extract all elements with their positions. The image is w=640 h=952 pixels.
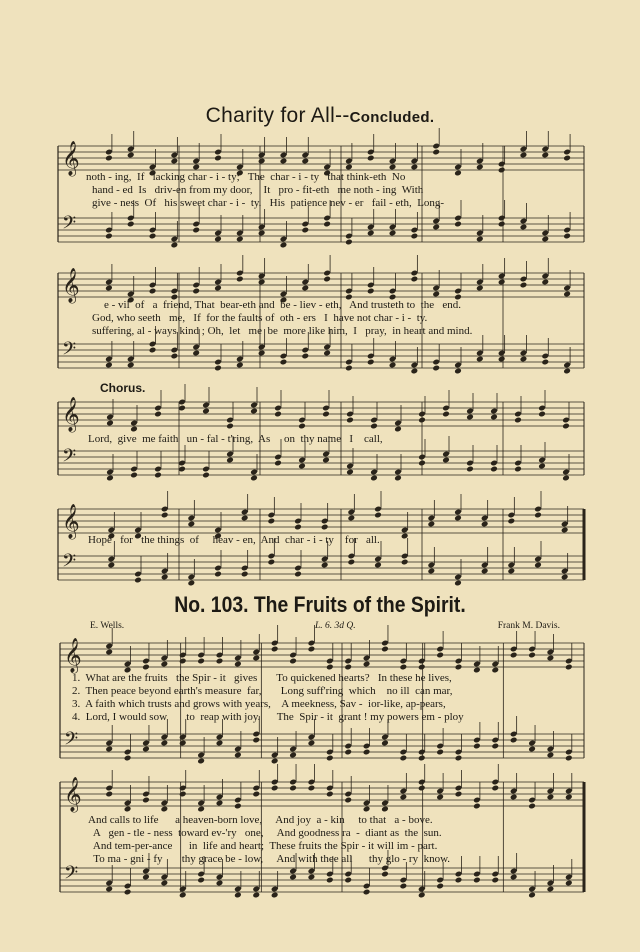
h1-sys1-treble-notehead (301, 158, 309, 165)
h1-sys1-bass-notehead (214, 236, 222, 243)
h2-sys1-bass-notehead (289, 752, 297, 759)
h1-sys2-treble-notehead (411, 276, 419, 283)
h1-sys3-bass-notehead (514, 466, 522, 473)
system2-verse3: suffering, al - ways kind ; Oh, let me be more like him, I pray, in heart and mind. (92, 325, 473, 337)
h1-sys2-bass-notehead (258, 350, 266, 357)
chorus-label: Chorus. (100, 381, 146, 395)
hymn1-title-suffix: Concluded. (349, 109, 435, 126)
h2-sys1-bass-notehead (473, 743, 481, 750)
h1-sys4-treble-notehead (241, 515, 249, 522)
h1-sys4-treble-notehead (534, 512, 542, 519)
h2-sys1-bass-notehead (271, 758, 279, 765)
h1-sys3-treble-notehead (202, 408, 210, 415)
h2-sys1-treble-notehead (271, 646, 279, 653)
h2-sys1-treble-notehead (400, 664, 408, 671)
h1-sys4-bass-notehead (161, 574, 169, 581)
h1-sys1-bass-notehead (432, 224, 440, 231)
h2-sys1-treble-notehead (381, 646, 389, 653)
h1-sys2-bass-notehead (127, 362, 135, 369)
h1-sys3-bass-notehead (130, 472, 138, 479)
h1-sys2-bass-notehead (214, 365, 222, 372)
h2-sys2-bass-notehead (528, 892, 536, 899)
h2-sys2-bass-notehead (142, 874, 150, 881)
h1-sys4-treble-notehead (348, 515, 356, 522)
h2-sys2-bass-notehead (473, 877, 481, 884)
h2-sys1-bass-notehead (344, 749, 352, 756)
h2-sys1-bass-notehead (455, 755, 463, 762)
h1-sys2-treble-notehead (149, 288, 157, 295)
h1-sys1-treble-notehead (345, 164, 353, 171)
h1-sys3-treble-notehead (274, 411, 282, 418)
h1-sys4-treble-notehead (454, 515, 462, 522)
h1-sys2-treble-notehead (541, 279, 549, 286)
h1-sys4-treble-notehead (508, 518, 516, 525)
h1-sys1-treble-notehead (411, 164, 419, 171)
h1-sys3-bass-notehead (106, 475, 114, 482)
h1-sys3-bass-notehead (274, 460, 282, 467)
h2-sys1-treble-notehead (197, 658, 205, 665)
hymn2-sys1-verse3: 3. A faith which trusts and grows with years, A meekness, Sav - ior-like, ap-pears, (72, 698, 446, 710)
h1-sys1-treble-notehead (280, 158, 288, 165)
h2-sys1-treble-notehead (363, 661, 371, 668)
h1-sys4-bass-notehead (321, 562, 329, 569)
h1-sys3-treble-notehead (298, 423, 306, 430)
author-credit: E. Wells. (90, 621, 125, 631)
chorus-line1: Lord, give me faith un - fal - t'ring, As on thy name I call, (88, 433, 383, 445)
h1-sys1-bass-notehead (301, 227, 309, 234)
h2-sys2-bass-notehead (234, 892, 242, 899)
h1-sys4-bass-notehead (428, 568, 436, 575)
h2-sys2-treble-notehead (216, 800, 224, 807)
h1-sys1-bass-notehead (149, 233, 157, 240)
h2-sys1-bass-clef: 𝄢 (64, 729, 79, 754)
h1-sys2-bass-notehead (105, 362, 113, 369)
h1-sys3-treble-notehead (562, 423, 570, 430)
hymn2-sys1-verse1: 1. What are the fruits the Spir - it gives To quickened hearts? In these he lives, (72, 672, 452, 684)
h1-sys2-bass-notehead (192, 350, 200, 357)
h2-sys1-treble-notehead (105, 649, 113, 656)
h1-sys1-bass-notehead (171, 242, 179, 249)
h2-sys2-treble-notehead (105, 791, 113, 798)
h2-sys2-bass-notehead (363, 889, 371, 896)
h1-sys1-bass-notehead (498, 221, 506, 228)
h2-sys1-bass-notehead (308, 740, 316, 747)
h1-sys4-treble-clef: 𝄞 (62, 504, 80, 539)
h2-sys1-bass-notehead (142, 746, 150, 753)
h1-sys4-treble-notehead (268, 518, 276, 525)
h2-sys2-treble-notehead (326, 791, 334, 798)
h1-sys3-treble-notehead (130, 426, 138, 433)
h2-sys1-treble-notehead (344, 664, 352, 671)
h2-sys2-treble-notehead (271, 785, 279, 792)
h1-sys2-bass-notehead (171, 353, 179, 360)
h2-sys1-treble-notehead (326, 664, 334, 671)
h2-sys2-treble-notehead (289, 785, 297, 792)
h2-sys1-treble-notehead (308, 646, 316, 653)
h2-sys1-bass-notehead (234, 752, 242, 759)
h1-sys2-treble-notehead (476, 285, 484, 292)
h1-sys1-treble-notehead (432, 149, 440, 156)
h2-sys2-bass-notehead (547, 886, 555, 893)
h1-sys2-treble-notehead (520, 282, 528, 289)
h1-sys1-treble-notehead (192, 164, 200, 171)
h1-sys2-bass-notehead (149, 347, 157, 354)
h1-sys3-bass-notehead (466, 466, 474, 473)
h1-sys4-bass-notehead (481, 568, 489, 575)
h1-sys1-treble-notehead (541, 152, 549, 159)
hymn2-sys2-verse3: And tem-per-ance in life and heart; These fruits the Spir - it will im - part. (88, 840, 438, 852)
h2-sys1-bass-notehead (252, 737, 260, 744)
h1-sys1-treble-notehead (476, 164, 484, 171)
h1-sys4-bass-notehead (268, 559, 276, 566)
h1-sys2-bass-notehead (367, 359, 375, 366)
h1-sys4-treble-notehead (374, 512, 382, 519)
h1-sys3-bass-notehead (202, 472, 210, 479)
h1-sys3-treble-notehead (490, 414, 498, 421)
h1-sys2-treble-notehead (301, 285, 309, 292)
h1-sys2-treble-notehead (432, 291, 440, 298)
h1-sys1-treble-notehead (389, 164, 397, 171)
h2-sys2-treble-notehead (197, 806, 205, 813)
h2-sys2-bass-notehead (510, 874, 518, 881)
h2-sys2-bass-notehead (179, 892, 187, 899)
h1-sys4-bass-clef: 𝄢 (62, 551, 77, 576)
h1-sys2-treble-notehead (258, 279, 266, 286)
hymn1-title-text: Charity for All-- (205, 104, 350, 127)
h1-sys3-treble-notehead (346, 417, 354, 424)
h2-sys1-treble-notehead (142, 664, 150, 671)
h1-sys2-bass-notehead (411, 368, 419, 375)
h1-sys1-bass-notehead (520, 224, 528, 231)
h1-sys1-bass-notehead (411, 233, 419, 240)
h2-sys1-treble-notehead (491, 667, 499, 674)
h1-sys2-bass-notehead (236, 362, 244, 369)
system1-verse1: noth - ing, If lacking char - i - ty; The char - i - ty that think-eth No (86, 171, 406, 183)
h2-sys1-bass-notehead (381, 740, 389, 747)
h1-sys2-treble-clef: 𝄞 (62, 268, 80, 303)
h1-sys4-treble-notehead (294, 524, 302, 531)
h2-sys2-bass-clef: 𝄢 (64, 863, 79, 888)
h1-sys3-bass-notehead (250, 475, 258, 482)
h1-sys4-bass-notehead (188, 580, 196, 587)
h2-sys1-treble-notehead (234, 661, 242, 668)
h1-sys2-bass-notehead (301, 353, 309, 360)
h1-sys2-treble-notehead (105, 285, 113, 292)
h1-sys3-bass-notehead (538, 463, 546, 470)
h1-sys2-bass-notehead (323, 350, 331, 357)
meter-credit: L. 6. 3d Q. (315, 621, 356, 631)
h2-sys2-bass-notehead (289, 874, 297, 881)
h2-sys1-treble-notehead (418, 664, 426, 671)
h1-sys4-bass-notehead (561, 574, 569, 581)
h2-sys1-bass-notehead (491, 743, 499, 750)
h1-sys4-bass-notehead (454, 580, 462, 587)
h1-sys4-bass-notehead (214, 571, 222, 578)
h1-sys2-bass-notehead (432, 365, 440, 372)
h1-sys2-treble-notehead (367, 288, 375, 295)
h1-sys2-bass-notehead (389, 362, 397, 369)
h1-sys3-treble-notehead (154, 411, 162, 418)
h1-sys4-treble-notehead (428, 521, 436, 528)
h1-sys2-bass-notehead (476, 356, 484, 363)
h1-sys2-bass-notehead (541, 359, 549, 366)
h2-sys1-treble-notehead (161, 661, 169, 668)
h1-sys1-bass-notehead (454, 221, 462, 228)
h1-sys1-bass-notehead (345, 239, 353, 246)
h1-sys4-bass-notehead (348, 559, 356, 566)
h2-sys2-treble-notehead (179, 791, 187, 798)
h1-sys2-treble-notehead (236, 276, 244, 283)
h1-sys4-treble-notehead (481, 521, 489, 528)
h2-sys1-treble-notehead (436, 652, 444, 659)
h2-sys2-bass-notehead (161, 880, 169, 887)
h1-sys1-bass-notehead (389, 230, 397, 237)
hymn2-title: No. 103. The Fruits of the Spirit. (174, 592, 466, 617)
h2-sys1-bass-notehead (216, 740, 224, 747)
h2-sys2-bass-notehead (418, 892, 426, 899)
h2-sys2-bass-notehead (252, 892, 260, 899)
system1-verse3: give - ness Of his sweet char - i - ty. His patience nev - er fail - eth, Long- (92, 197, 445, 209)
h1-sys3-bass-notehead (562, 475, 570, 482)
h1-sys3-treble-notehead (250, 408, 258, 415)
h2-sys2-bass-notehead (344, 877, 352, 884)
h2-sys2-treble-notehead (436, 794, 444, 801)
h2-sys1-treble-notehead (179, 658, 187, 665)
h1-sys2-bass-notehead (280, 359, 288, 366)
h1-sys3-treble-notehead (106, 420, 114, 427)
h1-sys1-treble-notehead (367, 155, 375, 162)
h1-sys1-treble-notehead (498, 167, 506, 174)
h1-sys1-treble-notehead (127, 152, 135, 159)
h1-sys3-treble-notehead (442, 411, 450, 418)
h2-sys2-treble-notehead (547, 794, 555, 801)
h2-sys1-bass-notehead (400, 755, 408, 762)
h2-sys1-bass-notehead (436, 749, 444, 756)
h2-sys1-bass-notehead (565, 755, 573, 762)
h2-sys2-treble-notehead (142, 797, 150, 804)
h1-sys1-treble-notehead (520, 152, 528, 159)
h1-sys2-bass-notehead (454, 368, 462, 375)
h1-sys4-treble-notehead (161, 512, 169, 519)
h1-sys4-bass-notehead (374, 562, 382, 569)
h1-sys1-bass-notehead (127, 221, 135, 228)
h2-sys1-bass-notehead (161, 740, 169, 747)
h2-sys1-treble-clef: 𝄞 (64, 638, 82, 673)
h2-sys2-treble-notehead (344, 797, 352, 804)
h2-sys2-bass-notehead (308, 874, 316, 881)
h2-sys2-treble-notehead (510, 794, 518, 801)
h1-sys3-bass-notehead (346, 469, 354, 476)
h2-sys1-treble-notehead (547, 655, 555, 662)
h1-sys3-bass-notehead (298, 463, 306, 470)
h2-sys1-bass-notehead (528, 746, 536, 753)
h1-sys3-treble-notehead (322, 411, 330, 418)
h1-sys3-bass-notehead (490, 466, 498, 473)
h1-sys2-bass-notehead (563, 368, 571, 375)
h1-sys4-bass-notehead (108, 562, 116, 569)
h1-sys1-treble-notehead (171, 158, 179, 165)
h1-sys2-treble-notehead (498, 279, 506, 286)
h2-sys1-treble-notehead (289, 658, 297, 665)
h2-sys2-bass-notehead (216, 880, 224, 887)
h1-sys2-bass-clef: 𝄢 (62, 339, 77, 364)
h1-sys4-treble-notehead (188, 521, 196, 528)
h2-sys1-bass-notehead (124, 755, 132, 762)
h1-sys3-bass-notehead (442, 457, 450, 464)
h1-sys2-treble-notehead (214, 285, 222, 292)
h1-sys2-treble-notehead (323, 276, 331, 283)
h1-sys3-bass-notehead (370, 475, 378, 482)
h1-sys3-treble-notehead (370, 423, 378, 430)
h2-sys2-bass-notehead (491, 877, 499, 884)
h2-sys2-treble-notehead (473, 803, 481, 810)
h2-sys1-bass-notehead (547, 752, 555, 759)
h1-sys4-bass-notehead (401, 559, 409, 566)
h2-sys1-bass-notehead (326, 755, 334, 762)
h2-sys2-bass-notehead (271, 892, 279, 899)
h1-sys3-bass-notehead (226, 457, 234, 464)
h2-sys1-treble-notehead (528, 652, 536, 659)
h2-sys2-treble-notehead (381, 806, 389, 813)
h2-sys2-treble-notehead (252, 791, 260, 798)
h2-sys2-treble-notehead (161, 806, 169, 813)
h2-sys1-bass-notehead (179, 740, 187, 747)
system1-verse2: hand - ed Is driv-en from my door, It pro - fit-eth me noth - ing With (92, 184, 424, 196)
h2-sys1-treble-notehead (455, 664, 463, 671)
h1-sys1-bass-notehead (563, 233, 571, 240)
h2-sys2-treble-notehead (308, 785, 316, 792)
h2-sys2-treble-clef: 𝄞 (64, 777, 82, 812)
h1-sys4-treble-notehead (561, 527, 569, 534)
h1-sys3-treble-notehead (394, 426, 402, 433)
hymn2-sys1-verse4: 4. Lord, I would sow to reap with joy. The Spir - it grant ! my powers em - ploy (72, 711, 464, 723)
h2-sys2-treble-notehead (565, 794, 573, 801)
h1-sys4-bass-notehead (134, 577, 142, 584)
h1-sys1-bass-notehead (236, 236, 244, 243)
h1-sys1-bass-notehead (105, 233, 113, 240)
hymn2-sys2-verse2: A gen - tle - ness toward ev-'ry one, And goodness ra - diant as the sun. (88, 827, 442, 839)
h1-sys3-bass-clef: 𝄢 (62, 446, 77, 471)
h1-sys4-bass-notehead (241, 571, 249, 578)
h1-sys3-bass-notehead (322, 457, 330, 464)
h2-sys1-bass-notehead (105, 746, 113, 753)
h1-sys1-treble-notehead (454, 170, 462, 177)
h2-sys2-treble-notehead (363, 806, 371, 813)
h1-sys1-treble-notehead (105, 155, 113, 162)
h2-sys1-treble-notehead (216, 658, 224, 665)
h2-sys2-bass-notehead (565, 880, 573, 887)
h2-sys2-treble-notehead (491, 785, 499, 792)
h1-sys3-treble-notehead (466, 414, 474, 421)
h1-sys4-bass-notehead (534, 562, 542, 569)
system2-verse1: e - vil of a friend, That bear-eth and be - liev - eth, And trusteth to the end. (104, 299, 461, 311)
h1-sys2-bass-notehead (498, 356, 506, 363)
h2-sys2-treble-notehead (234, 803, 242, 810)
h2-sys1-treble-notehead (252, 655, 260, 662)
h1-sys3-treble-notehead (514, 417, 522, 424)
h2-sys1-bass-notehead (510, 737, 518, 744)
chorus-line2: Hope for the things of heav - en, And char - i - ty for all. (88, 534, 380, 546)
h1-sys1-bass-notehead (192, 227, 200, 234)
h2-sys2-bass-notehead (455, 877, 463, 884)
h2-sys2-bass-notehead (326, 877, 334, 884)
h2-sys2-bass-notehead (124, 889, 132, 896)
h2-sys1-treble-notehead (565, 664, 573, 671)
h2-sys2-bass-notehead (105, 886, 113, 893)
h1-sys4-bass-notehead (508, 568, 516, 575)
h1-sys1-bass-notehead (367, 230, 375, 237)
h2-sys2-treble-notehead (400, 794, 408, 801)
h2-sys2-treble-notehead (528, 803, 536, 810)
composer-credit: Frank M. Davis. (497, 621, 560, 631)
h1-sys2-bass-notehead (520, 356, 528, 363)
h2-sys2-bass-notehead (436, 883, 444, 890)
h1-sys3-treble-notehead (226, 423, 234, 430)
h1-sys1-treble-notehead (258, 158, 266, 165)
h1-sys1-bass-clef: 𝄢 (62, 213, 77, 238)
h2-sys2-bass-notehead (381, 871, 389, 878)
h1-sys1-bass-notehead (280, 242, 288, 249)
h1-sys1-bass-notehead (258, 230, 266, 237)
h1-sys1-treble-notehead (214, 155, 222, 162)
h1-sys1-bass-notehead (541, 236, 549, 243)
h2-sys1-treble-notehead (510, 652, 518, 659)
h2-sys1-bass-notehead (418, 755, 426, 762)
hymn2-sys2-verse1: And calls to life a heaven-born love, And joy a - kin to that a - bove. (88, 814, 433, 826)
h1-sys2-bass-notehead (345, 365, 353, 372)
h1-sys1-treble-clef: 𝄞 (62, 141, 80, 176)
h1-sys3-treble-notehead (538, 411, 546, 418)
h2-sys1-treble-notehead (473, 667, 481, 674)
h2-sys2-treble-notehead (455, 791, 463, 798)
h2-sys1-bass-notehead (363, 749, 371, 756)
h1-sys2-treble-notehead (563, 291, 571, 298)
h1-sys3-bass-notehead (394, 475, 402, 482)
h1-sys3-treble-clef: 𝄞 (62, 397, 80, 432)
hymn2-sys1-verse2: 2. Then peace beyond earth's measure far, Long suff'ring which no ill can mar, (72, 685, 453, 697)
h1-sys4-bass-notehead (294, 571, 302, 578)
h1-sys2-treble-notehead (192, 288, 200, 295)
system2-verse2: God, who seeth me, If for the faults of oth - ers I have not char - i - ty. (92, 312, 428, 324)
h2-sys2-bass-notehead (400, 883, 408, 890)
h2-sys2-treble-notehead (418, 785, 426, 792)
h1-sys3-bass-notehead (154, 472, 162, 479)
h2-sys1-bass-notehead (197, 758, 205, 765)
h1-sys1-bass-notehead (323, 221, 331, 228)
hymn2-sys2-verse4: To ma - gni - fy thy grace be - low, And with thee all thy glo - ry know. (88, 853, 451, 865)
h1-sys4-treble-notehead (321, 524, 329, 531)
h2-sys2-bass-notehead (197, 877, 205, 884)
h1-sys1-bass-notehead (476, 236, 484, 243)
h2-sys2-treble-notehead (124, 806, 132, 813)
h1-sys1-treble-notehead (563, 155, 571, 162)
